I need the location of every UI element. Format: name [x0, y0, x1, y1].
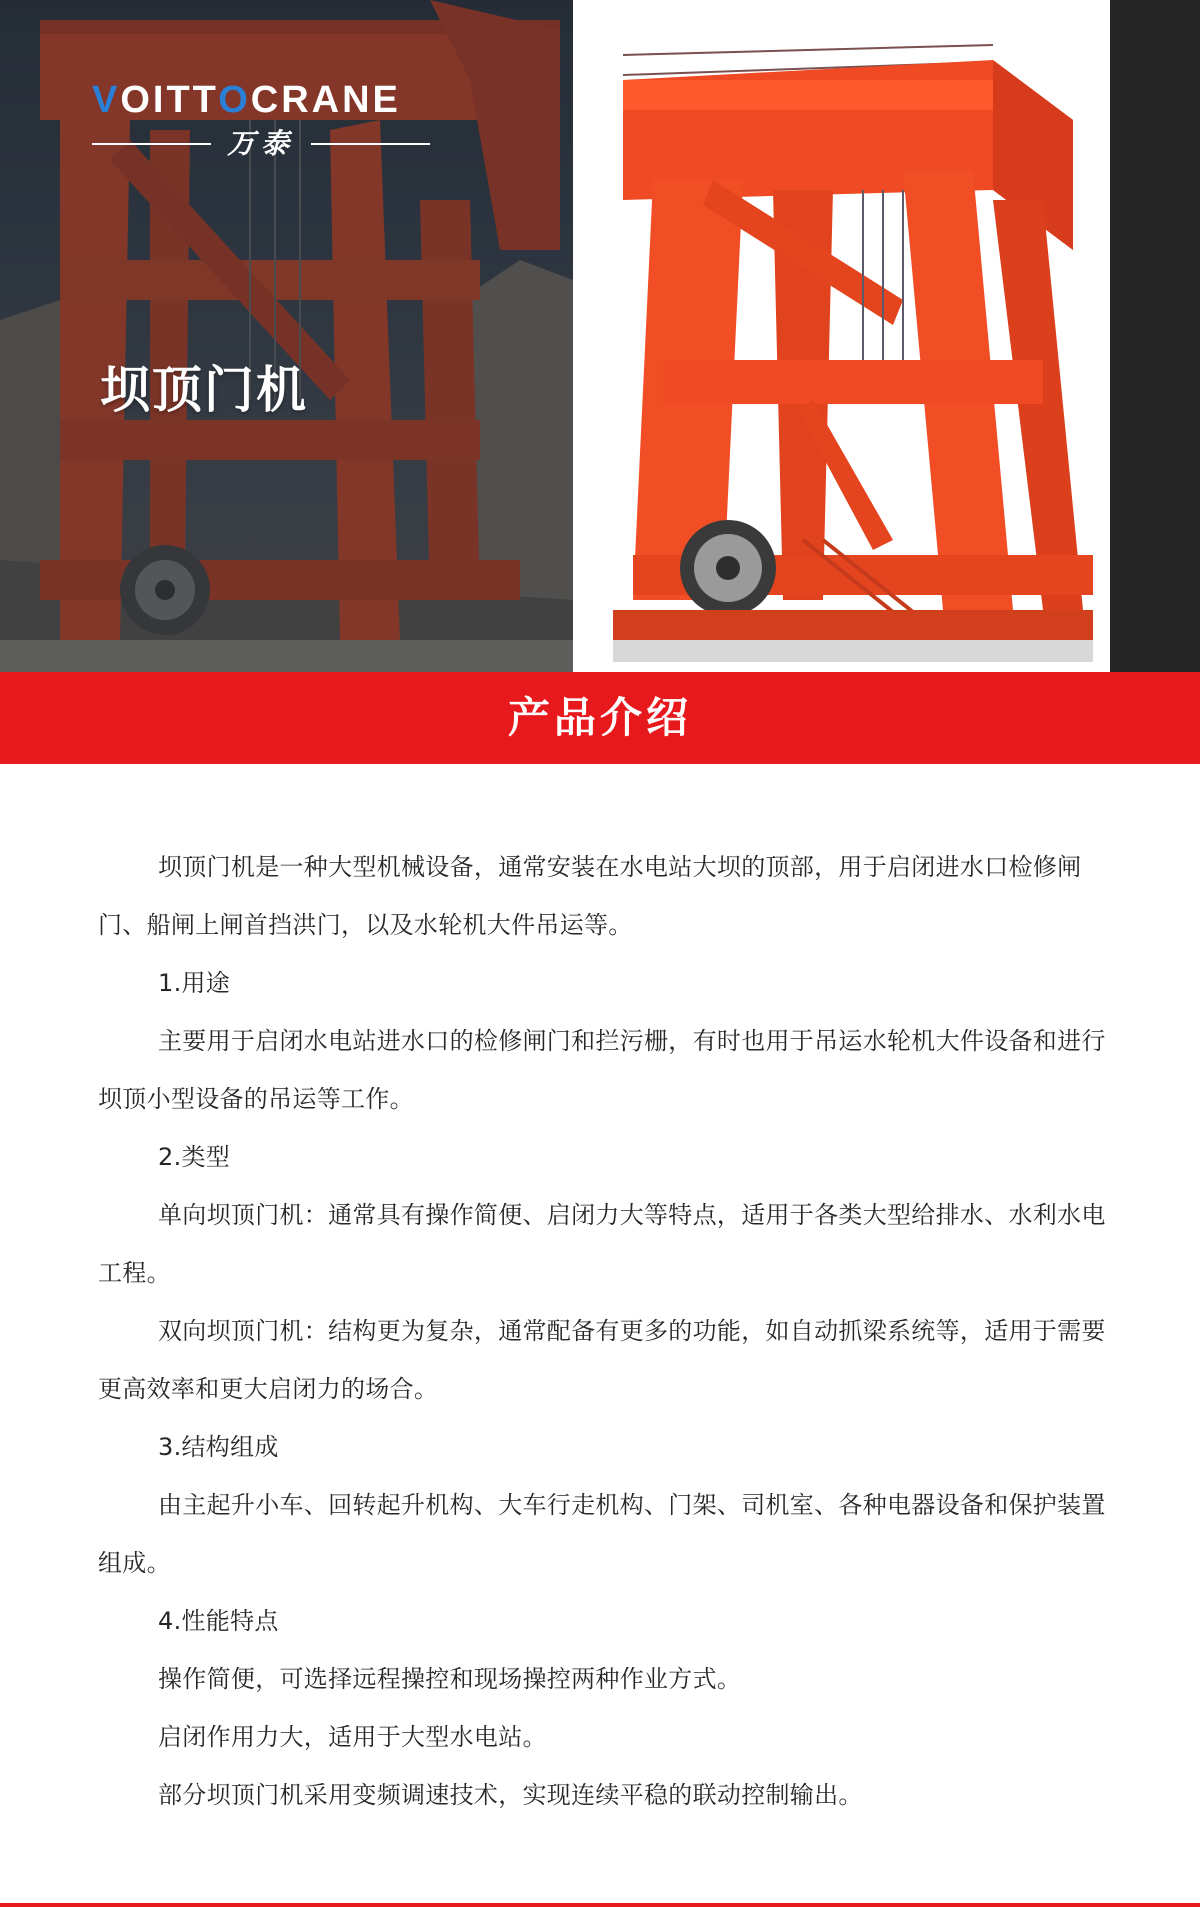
logo-rule-left [92, 143, 211, 145]
product-description [98, 838, 1106, 1824]
heading-structure: 3.结构组成 [158, 1433, 279, 1461]
feature-item: 部分坝顶门机采用变频调速技术，实现连续平稳的联动控制输出。 [158, 1781, 863, 1809]
logo-wordmark [92, 78, 432, 122]
hero-side-strip [1110, 0, 1200, 672]
logo-chinese-row [92, 128, 430, 160]
logo-letters-oitt: OITT [120, 79, 219, 121]
crane-photo-right [573, 0, 1110, 672]
heading-types: 2.类型 [158, 1143, 231, 1171]
product-title: 坝顶门机 [100, 361, 308, 419]
brand-logo [92, 78, 432, 160]
logo-letters-crane: CRANE [250, 79, 401, 121]
type-double-paragraph: 双向坝顶门机：结构更为复杂，通常配备有更多的功能，如自动抓梁系统等，适用于需要更高效率和更大启闭力的场合。 [98, 1317, 1106, 1403]
feature-item: 启闭作用力大，适用于大型水电站。 [158, 1723, 547, 1751]
intro-paragraph: 坝顶门机是一种大型机械设备，通常安装在水电站大坝的顶部，用于启闭进水口检修闸门、船闸上闸首挡洪门，以及水轮机大件吊运等。 [98, 853, 1082, 939]
logo-chinese-name: 万泰 [227, 127, 296, 160]
type-single-paragraph: 单向坝顶门机：通常具有操作简便、启闭力大等特点，适用于各类大型给排水、水利水电工程。 [98, 1201, 1106, 1287]
section-header-bar [0, 672, 1200, 764]
logo-rule-right [311, 143, 430, 145]
feature-item: 操作简便，可选择远程操控和现场操控两种作业方式。 [158, 1665, 742, 1693]
usage-paragraph: 主要用于启闭水电站进水口的检修闸门和拦污栅，有时也用于吊运水轮机大件设备和进行坝顶小型设备的吊运等工作。 [98, 1027, 1106, 1113]
hero-banner [0, 0, 1200, 672]
structure-paragraph: 由主起升小车、回转起升机构、大车行走机构、门架、司机室、各种电器设备和保护装置组成。 [98, 1491, 1106, 1577]
product-photo [573, 0, 1110, 672]
section-title: 产品介绍 [507, 693, 692, 742]
logo-letter-v: V [92, 79, 121, 121]
logo-letter-o: O [218, 79, 251, 121]
footer-accent-line [0, 1903, 1200, 1907]
heading-usage: 1.用途 [158, 969, 231, 997]
heading-features: 4.性能特点 [158, 1607, 279, 1635]
